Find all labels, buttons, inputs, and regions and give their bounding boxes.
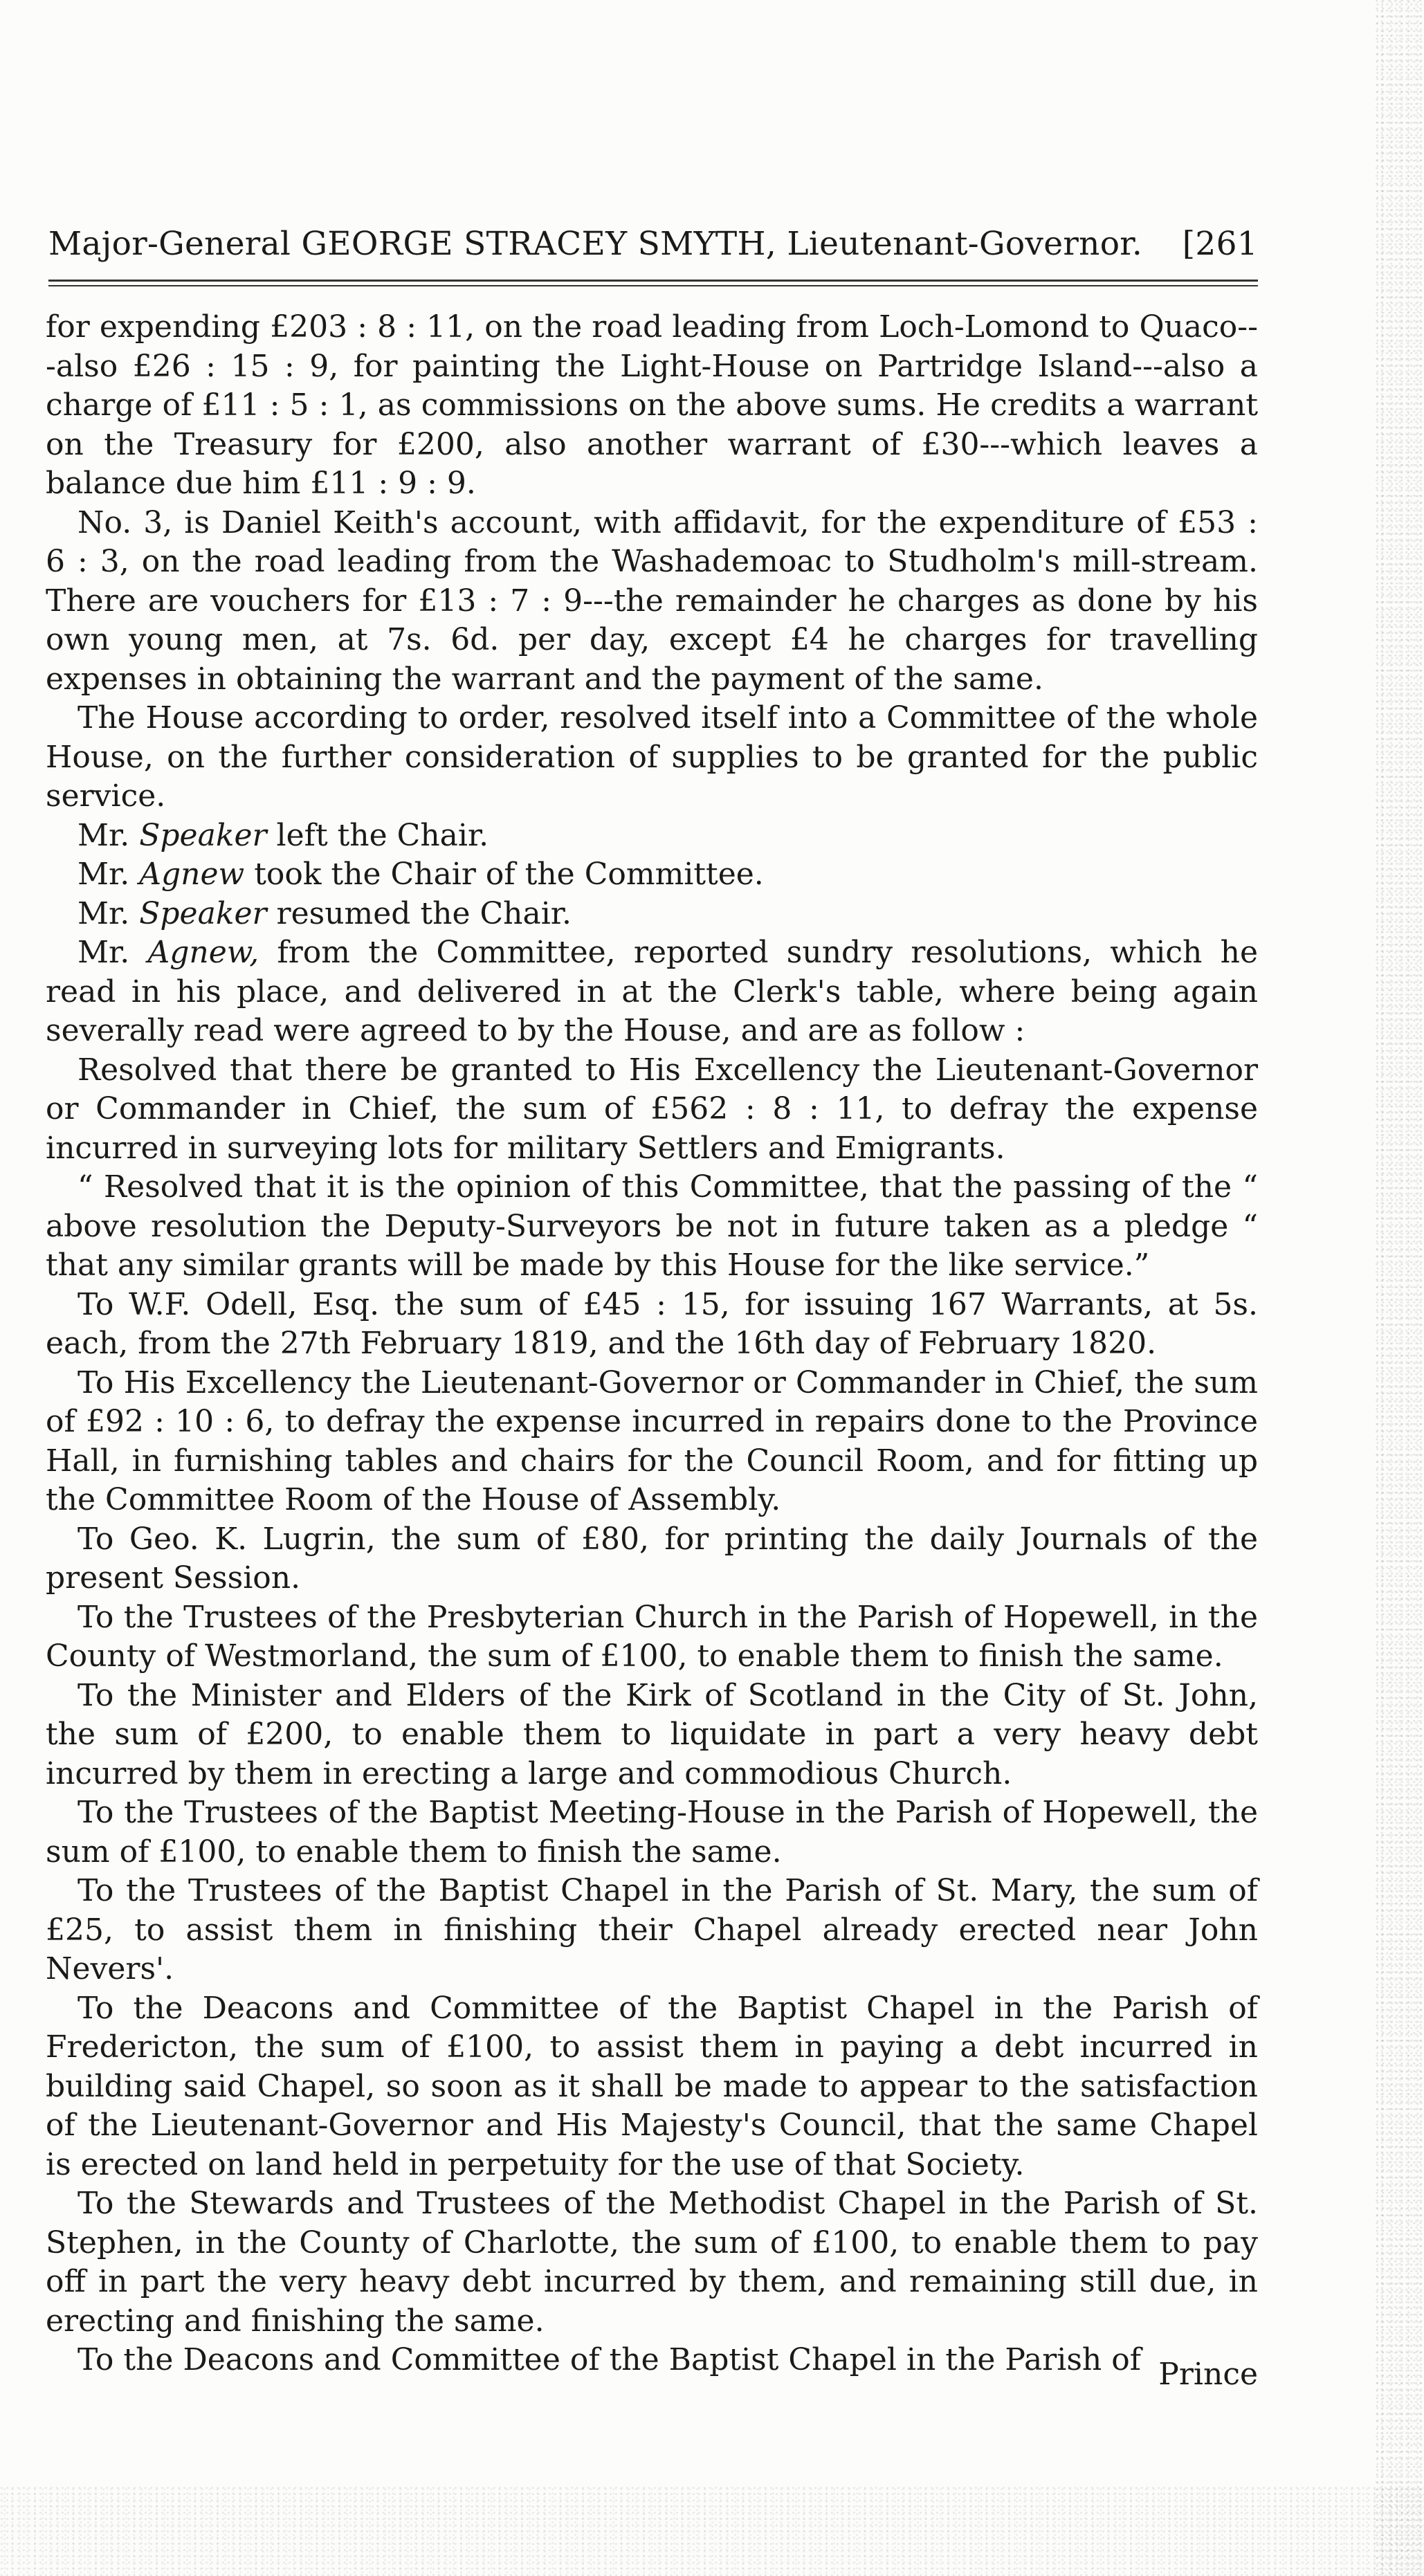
paragraph: Resolved that there be granted to His Excellency the Lieutenant-Governor or Commander in Chief, the sum of £562 : 8 : 11, to defray the expense incurred in surveying lots for military Settlers and Emigrants. <box>46 1052 1258 1166</box>
paragraph: To the Deacons and Committee of the Baptist Chapel in the Parish of Fredericton, the sum of £100, to assist them in paying a debt incurred in building said Chapel, so soon as it shall be made to appear to the satisfaction of the Lieutenant-Governor and His Majesty's Council, that the same Chapel is erected on land held in perpetuity for the use of that Society. <box>46 1990 1258 2182</box>
quoted-resolution: “ Resolved that it is the opinion of this Committee, that the passing of the “ above resolution the Deputy-Surveyors be not in future taken as a pledge “ that any similar grants will be made by this House for the like service.” <box>46 1169 1258 1283</box>
paragraph-prefix: Mr. <box>77 935 148 970</box>
body-text <box>46 308 1258 2380</box>
paragraph <box>46 895 1258 934</box>
catchword: Prince <box>1158 2357 1258 2392</box>
paragraph: To Geo. K. Lugrin, the sum of £80, for printing the daily Journals of the present Session. <box>46 1521 1258 1596</box>
paragraph-prefix: Mr. <box>77 817 140 853</box>
paragraph-rest: resumed the Chair. <box>266 895 572 931</box>
paragraph: To the Trustees of the Baptist Chapel in the Parish of St. Mary, the sum of £25, to assist them in finishing their Chapel already erected near John Nevers'. <box>46 1873 1258 1986</box>
member-name: Agnew, <box>147 935 259 970</box>
page-number: [261 <box>1182 225 1258 263</box>
paragraph <box>46 816 1258 856</box>
paragraph: To the Deacons and Committee of the Baptist Chapel in the Parish of <box>77 2342 1141 2377</box>
paragraph: To W.F. Odell, Esq. the sum of £45 : 15, for issuing 167 Warrants, at 5s. each, from the 27th February 1819, and the 16th day of February 1820. <box>46 1286 1258 1361</box>
paragraph <box>46 933 1258 1051</box>
speaker-name: Speaker <box>139 895 267 931</box>
speaker-name: Speaker <box>139 817 267 853</box>
header-rule-thin <box>48 285 1258 286</box>
paragraph-rest: left the Chair. <box>266 817 489 853</box>
running-header <box>48 220 1258 268</box>
paragraph-prefix: Mr. <box>77 895 140 931</box>
paragraph: To the Trustees of the Baptist Meeting-House in the Parish of Hopewell, the sum of £100, to enable them to finish the same. <box>46 1795 1258 1870</box>
paragraph <box>46 855 1258 895</box>
member-name: Agnew <box>139 857 245 892</box>
header-rule <box>48 280 1258 282</box>
scan-noise-bottom <box>0 2486 1424 2576</box>
paragraph: To His Excellency the Lieutenant-Governor or Commander in Chief, the sum of £92 : 10 : 6, to defray the expense incurred in repairs done to the Province Hall, in furnishing tables and chairs for the Council Room, and for fitting up the Committee Room of the House of Assembly. <box>46 1364 1258 1517</box>
paragraph: To the Stewards and Trustees of the Methodist Chapel in the Parish of St. Stephen, in the County of Charlotte, the sum of £100, to enable them to pay off in part the very heavy debt incurred by them, and remaining still due, in erecting and finishing the same. <box>46 2186 1258 2339</box>
paragraph-prefix: Mr. <box>77 857 140 892</box>
paragraph: No. 3, is Daniel Keith's account, with affidavit, for the expenditure of £53 : 6 : 3, on the road leading from the Washademoac to Studholm's mill-stream. There are vouchers for £13 : 7 : 9---the remainder he charges as done by his own young men, at 7s. 6d. per day, except £4 he charges for travelling expenses in obtaining the warrant and the payment of the same. <box>46 504 1258 697</box>
paragraph: The House according to order, resolved itself into a Committee of the whole House, on the further consideration of supplies to be granted for the public service. <box>46 700 1258 814</box>
paragraph: for expending £203 : 8 : 11, on the road leading from Loch-Lomond to Quaco---also £26 : 15 : 9, for painting the Light-House on Partridge Island---also a charge of £11 : 5 : 1, as commissions on the above sums. He credits a warrant on the Treasury for £200, also another warrant of £30---which leaves a balance due him £11 : 9 : 9. <box>46 309 1258 501</box>
paragraph: To the Minister and Elders of the Kirk of Scotland in the City of St. John, the sum of £200, to enable them to liquidate in part a very heavy debt incurred by them in erecting a large and commodious Church. <box>46 1677 1258 1791</box>
paragraph-rest: took the Chair of the Committee. <box>244 857 764 892</box>
running-title: Major-General GEORGE STRACEY SMYTH, Lieutenant-Governor. <box>48 225 1143 263</box>
paragraph-rest: from the Committee, reported sundry resolutions, which he read in his place, and delivered in at the Clerk's table, where being again severally read were agreed to by the House, and are as follow : <box>46 935 1258 1048</box>
paragraph: To the Trustees of the Presbyterian Church in the Parish of Hopewell, in the County of Westmorland, the sum of £100, to enable them to finish the same. <box>46 1599 1258 1674</box>
scan-noise-right <box>1376 0 1424 2576</box>
